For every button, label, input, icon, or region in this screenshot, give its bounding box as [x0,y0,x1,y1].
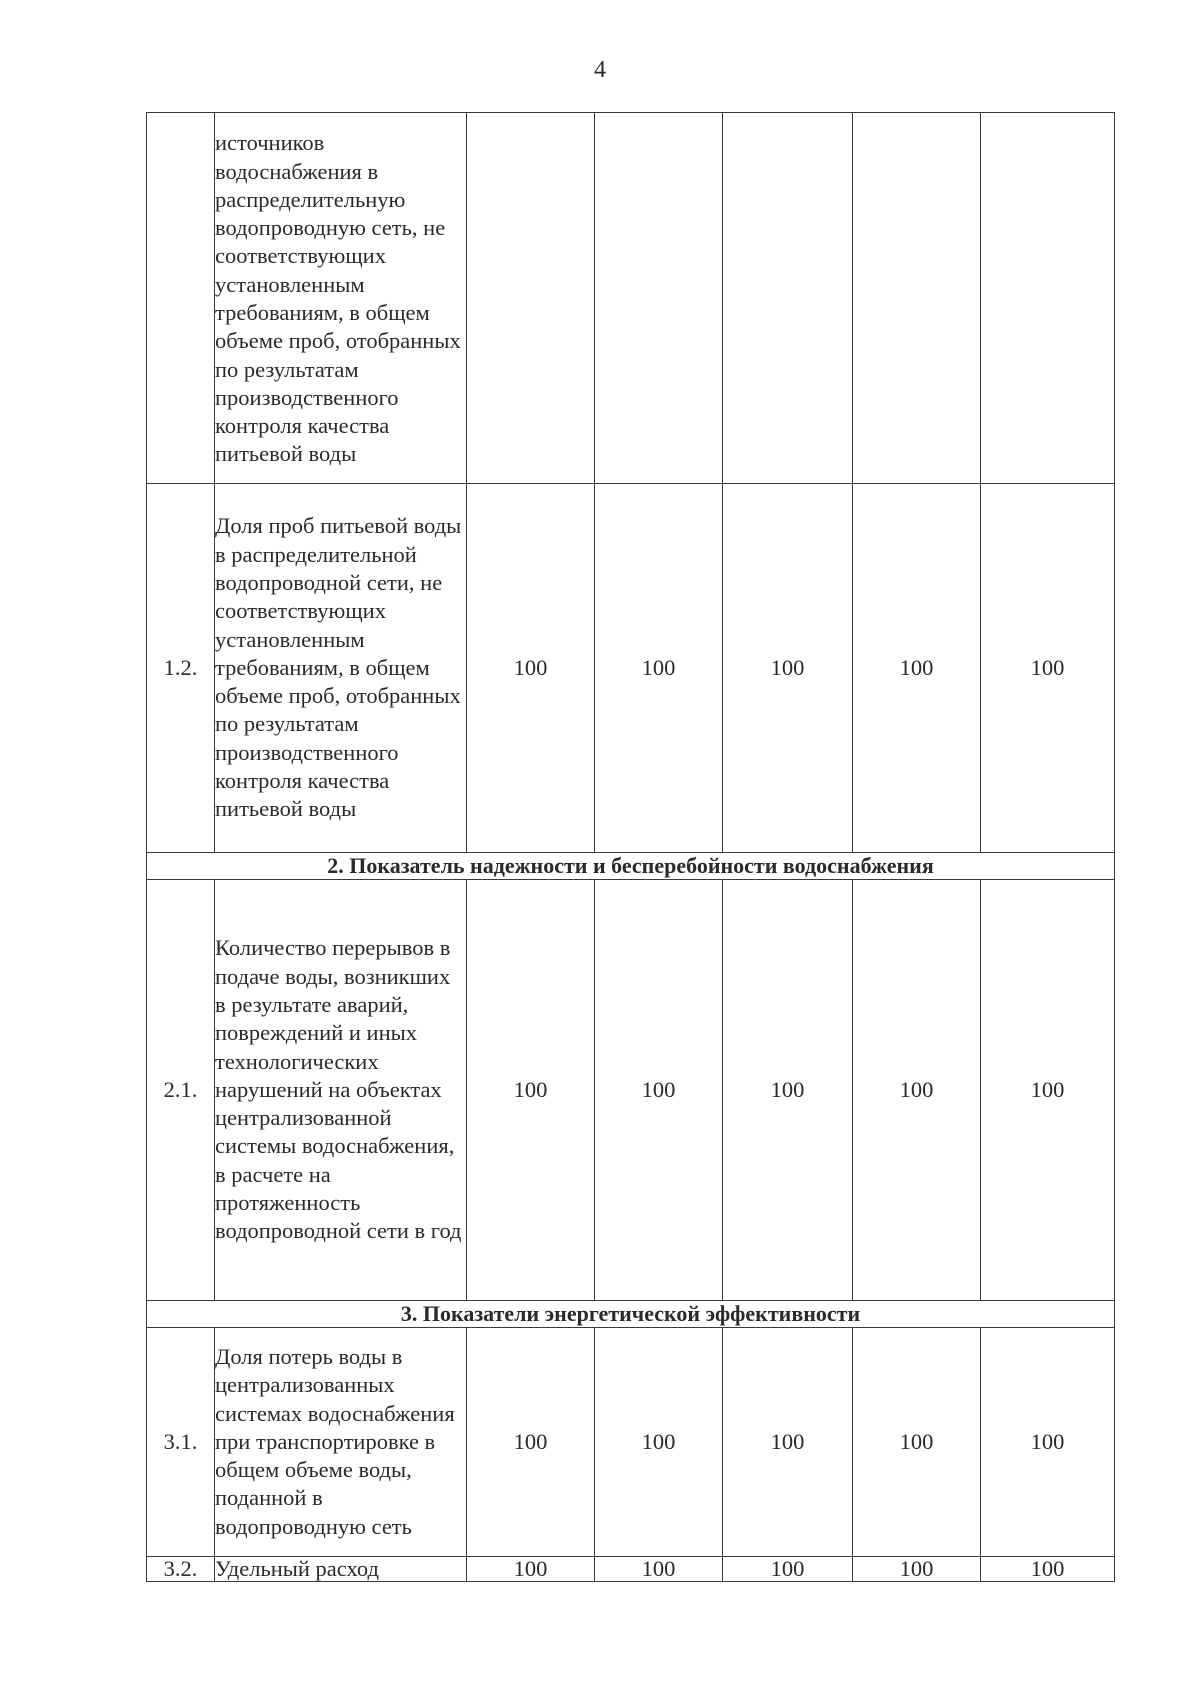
table-row [147,484,1115,853]
indicator-name: Доля проб питьевой воды в распределительной водопроводной сети, не соответствующих установленным требованиям, в общем объеме проб, отобранных по результатам производственного контроля качества питьевой воды [215,484,467,853]
value-cell [853,113,981,484]
row-number: 3.2. [147,1557,215,1582]
indicator-name: источников водоснабжения в распределительную водопроводную сеть, не соответствующих установленным требованиям, в общем объеме проб, отобранных по результатам производственного контроля качества питьевой воды [215,113,467,484]
value-cell: 100 [981,1328,1115,1557]
value-cell: 100 [467,1328,595,1557]
value-cell: 100 [723,1557,853,1582]
value-cell: 100 [723,1328,853,1557]
row-number: 2.1. [147,880,215,1301]
value-cell: 100 [853,484,981,853]
section-header-row [147,1301,1115,1328]
value-cell: 100 [853,880,981,1301]
value-cell [723,113,853,484]
page-number: 4 [594,57,606,83]
value-cell [467,113,595,484]
value-cell: 100 [467,484,595,853]
value-cell: 100 [467,880,595,1301]
value-cell [595,113,723,484]
value-cell: 100 [595,880,723,1301]
section-heading: 2. Показатель надежности и бесперебойности водоснабжения [147,853,1115,880]
value-cell: 100 [723,484,853,853]
value-cell [981,113,1115,484]
value-cell: 100 [981,880,1115,1301]
table-row [147,113,1115,484]
value-cell: 100 [595,484,723,853]
table-row [147,1557,1115,1582]
table-row [147,880,1115,1301]
row-number: 1.2. [147,484,215,853]
value-cell: 100 [853,1328,981,1557]
value-cell: 100 [853,1557,981,1582]
indicator-name: Доля потерь воды в централизованных системах водоснабжения при транспортировке в общем объеме воды, поданной в водопроводную сеть [215,1328,467,1557]
section-header-row [147,853,1115,880]
value-cell: 100 [595,1557,723,1582]
indicator-name: Удельный расход [215,1557,467,1582]
indicator-name: Количество перерывов в подаче воды, возникших в результате аварий, повреждений и иных технологических нарушений на объектах централизованной системы водоснабжения, в расчете на протяженность водопроводной сети в год [215,880,467,1301]
row-number [147,113,215,484]
value-cell: 100 [467,1557,595,1582]
value-cell: 100 [723,880,853,1301]
indicators-table [146,112,1115,1582]
value-cell: 100 [981,484,1115,853]
section-heading: 3. Показатели энергетической эффективности [147,1301,1115,1328]
row-number: 3.1. [147,1328,215,1557]
table-row [147,1328,1115,1557]
value-cell: 100 [981,1557,1115,1582]
value-cell: 100 [595,1328,723,1557]
